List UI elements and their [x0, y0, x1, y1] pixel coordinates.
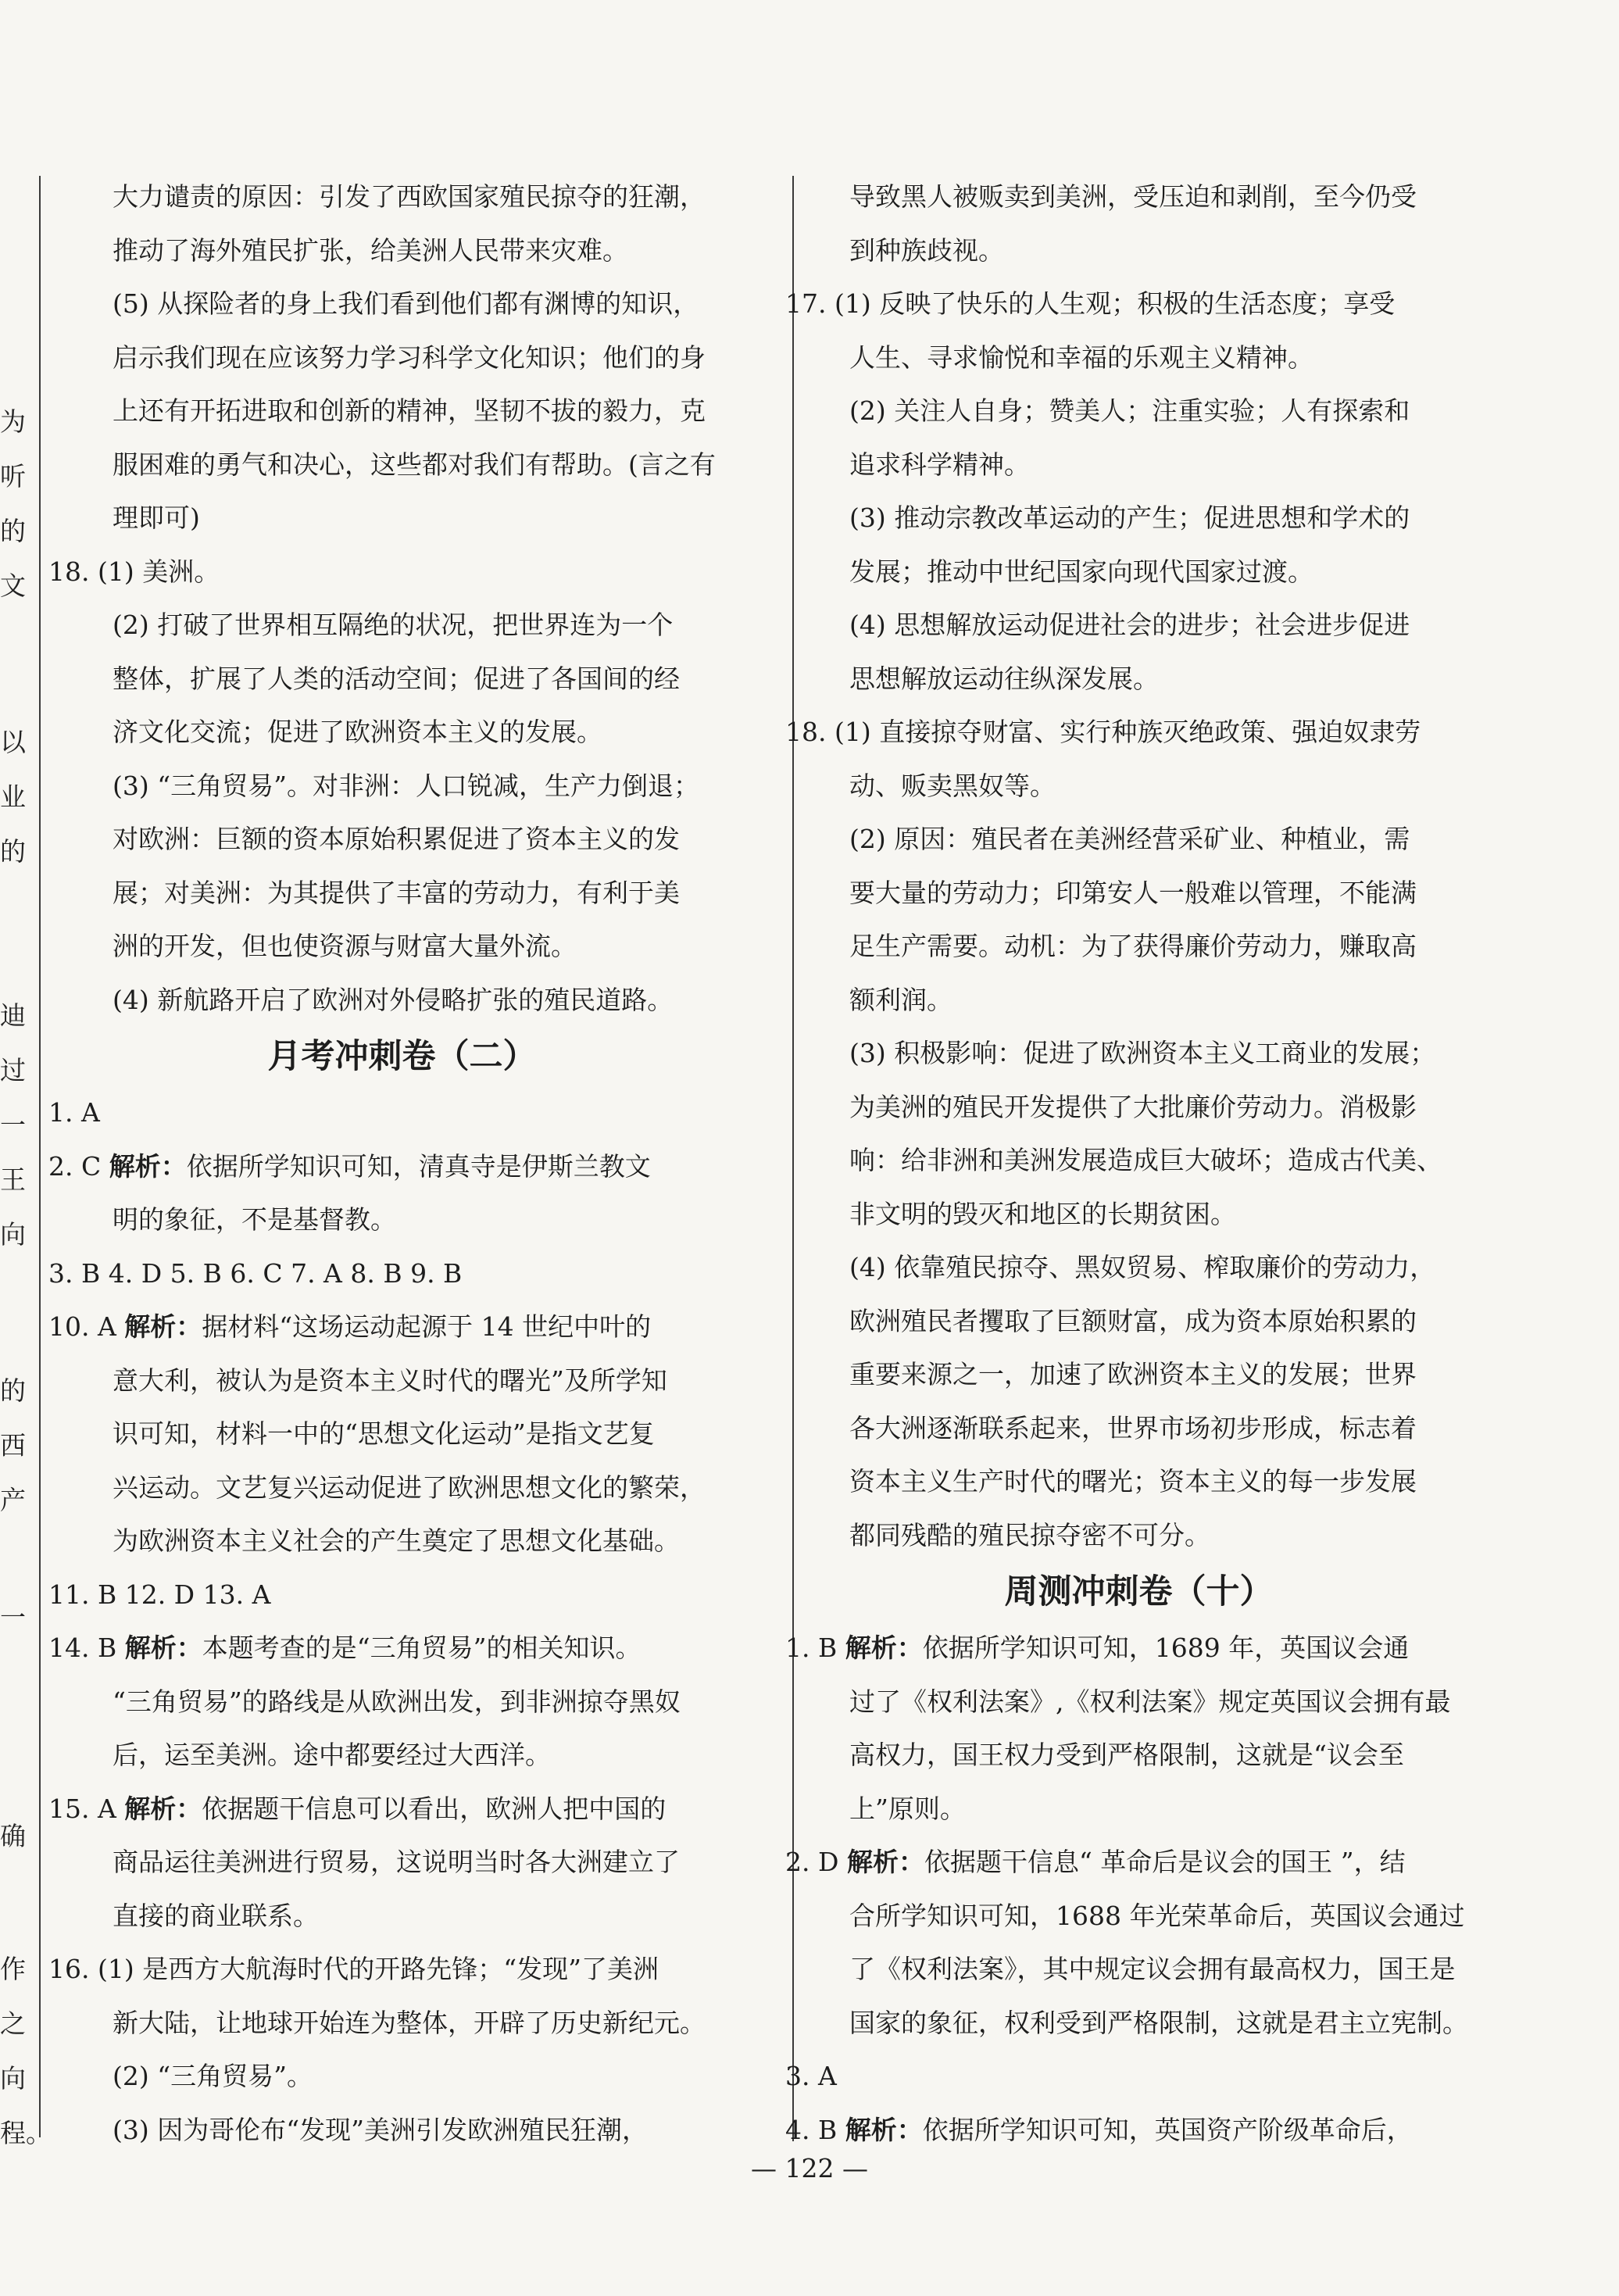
text-line: 为欧洲资本主义社会的产生奠定了思想文化基础。 [113, 1525, 680, 1556]
text-line: 发展；推动中世纪国家向现代国家过渡。 [849, 556, 1313, 587]
left-column [48, 170, 756, 2157]
text-line: (3) 推动宗教改革运动的产生；促进思想和学术的 [849, 502, 1410, 533]
text-line: 展；对美洲：为其提供了丰富的劳动力，有利于美 [113, 877, 680, 908]
text-line: 上”原则。 [849, 1793, 966, 1824]
text-line: 17. (1) 反映了快乐的人生观；积极的生活态度；享受 [785, 288, 1396, 319]
edge-fragment: 的 [0, 516, 26, 546]
edge-fragment: 为 [0, 406, 26, 437]
edge-fragment: 以 [0, 727, 26, 757]
text-line: 16. (1) 是西方大航海时代的开路先锋；“发现”了美洲 [48, 1954, 659, 1984]
text-line: 识可知，材料一中的“思想文化运动”是指文艺复 [113, 1418, 655, 1449]
text-line: (3) 因为哥伦布“发现”美洲引发欧洲殖民狂潮， [113, 2114, 648, 2145]
edge-fragment: 迪 [0, 1000, 26, 1031]
edge-fragment: 程。 [0, 2118, 52, 2148]
edge-fragment: 过 [0, 1055, 26, 1085]
edge-fragment: 之 [0, 2008, 26, 2039]
text-line: 3. B 4. D 5. B 6. C 7. A 8. B 9. B [48, 1257, 463, 1289]
text-line: 资本主义生产时代的曙光；资本主义的每一步发展 [849, 1466, 1417, 1497]
text-line: (4) 新航路开启了欧洲对外侵略扩张的殖民道路。 [113, 984, 674, 1015]
text-line: 追求科学精神。 [849, 449, 1030, 480]
text-line: 足生产需要。动机：为了获得廉价劳动力，赚取高 [849, 931, 1417, 961]
text-line: 济文化交流；促进了欧洲资本主义的发展。 [113, 717, 602, 747]
edge-fragment: 业 [0, 781, 26, 812]
text-line: 整体，扩展了人类的活动空间；促进了各国间的经 [113, 663, 680, 694]
text-line: 思想解放运动往纵深发展。 [849, 663, 1159, 694]
edge-fragment: 一 [0, 1602, 26, 1633]
text-line: 兴运动。文艺复兴运动促进了欧洲思想文化的繁荣， [113, 1472, 706, 1503]
text-line: 洲的开发，但也使资源与财富大量外流。 [113, 931, 577, 961]
edge-fragment: 向 [0, 2063, 26, 2094]
analysis-label: 解析： [109, 1150, 187, 1182]
edge-fragment: 确 [0, 1821, 26, 1851]
text-line: 服困难的勇气和决心，这些都对我们有帮助。(言之有 [113, 449, 716, 480]
text-line: 18. (1) 直接掠夺财富、实行种族灭绝政策、强迫奴隶劳 [785, 717, 1421, 747]
text-line: 4. B 解析：依据所学知识可知，英国资产阶级革命后， [785, 2114, 1413, 2145]
text-line: 18. (1) 美洲。 [48, 556, 220, 587]
text-line: 都同残酷的殖民掠夺密不可分。 [849, 1519, 1210, 1550]
analysis-label: 解析： [846, 1847, 924, 1877]
text-line: 到种族歧视。 [849, 234, 1004, 266]
text-line: (5) 从探险者的身上我们看到他们都有渊博的知识， [113, 288, 699, 319]
text-line: 重要来源之一，加速了欧洲资本主义的发展；世界 [849, 1359, 1417, 1389]
gutter-rule [39, 176, 41, 2137]
edge-fragment: 的 [0, 1375, 26, 1406]
edge-fragment: 听 [0, 461, 26, 492]
text-line: 理即可) [113, 502, 200, 533]
text-line: (3) 积极影响：促进了欧洲资本主义工商业的发展； [849, 1038, 1436, 1068]
text-line: (2) 关注人自身；赞美人；注重实验；人有探索和 [849, 395, 1410, 426]
text-line: (4) 思想解放运动促进社会的进步；社会进步促进 [849, 610, 1410, 640]
analysis-label: 解析： [845, 2114, 923, 2145]
edge-fragment: 王 [0, 1164, 26, 1195]
text-line: 额利润。 [849, 984, 952, 1015]
page-number: — 122 — [751, 2153, 868, 2183]
text-line: 后，运至美洲。途中都要经过大西洋。 [113, 1740, 551, 1770]
text-line: 10. A 解析：据材料“这场运动起源于 14 世纪中叶的 [48, 1311, 652, 1342]
text-line: (3) “三角贸易”。对非洲：人口锐减，生产力倒退； [113, 770, 699, 801]
edge-fragment: 产 [0, 1485, 26, 1515]
edge-fragment: 文 [0, 570, 26, 601]
text-line: 了《权利法案》，其中规定议会拥有最高权力，国王是 [849, 1954, 1456, 1984]
text-line: 国家的象征，权利受到严格限制，这就是君主立宪制。 [849, 2007, 1468, 2038]
text-line: 1. A [48, 1097, 100, 1128]
text-line: 要大量的劳动力；印第安人一般难以管理，不能满 [849, 877, 1417, 908]
section-heading: 月考冲刺卷（二） [267, 1037, 537, 1076]
text-line: 上还有开拓进取和创新的精神，坚韧不拔的毅力，克 [113, 395, 706, 426]
text-line: 直接的商业联系。 [113, 1900, 319, 1931]
text-line: 欧洲殖民者攫取了巨额财富，成为资本原始积累的 [849, 1305, 1417, 1336]
text-line: (2) 原因：殖民者在美洲经营采矿业、种植业，需 [849, 824, 1410, 854]
text-line: 大力谴责的原因：引发了西欧国家殖民掠夺的狂潮， [113, 181, 706, 212]
analysis-label: 解析： [845, 1633, 923, 1663]
text-line: 各大洲逐渐联系起来，世界市场初步形成，标志着 [849, 1412, 1417, 1443]
text-line: 人生、寻求愉悦和幸福的乐观主义精神。 [849, 342, 1313, 373]
analysis-label: 解析： [124, 1311, 202, 1342]
text-line: 商品运往美洲进行贸易，这说明当时各大洲建立了 [113, 1847, 680, 1877]
text-line: 1. B 解析：依据所学知识可知，1689 年，英国议会通 [785, 1633, 1410, 1663]
analysis-label: 解析： [124, 1633, 202, 1663]
text-line: 过了《权利法案》,《权利法案》规定英国议会拥有最 [849, 1686, 1451, 1717]
text-line: 明的象征，不是基督教。 [113, 1204, 396, 1235]
edge-fragment: 一 [0, 1110, 26, 1140]
text-line: 2. C 解析：依据所学知识可知，清真寺是伊斯兰教文 [48, 1150, 651, 1182]
text-line: 11. B 12. D 13. A [48, 1579, 271, 1610]
text-line: 启示我们现在应该努力学习科学文化知识；他们的身 [113, 342, 706, 373]
edge-fragment: 作 [0, 1954, 26, 1984]
text-line: “三角贸易”的路线是从欧洲出发，到非洲掠夺黑奴 [113, 1686, 681, 1717]
edge-fragment: 的 [0, 836, 26, 867]
edge-fragment: 向 [0, 1219, 26, 1250]
text-line: 14. B 解析：本题考查的是“三角贸易”的相关知识。 [48, 1633, 642, 1663]
edge-fragment: 西 [0, 1430, 26, 1461]
text-line: 为美洲的殖民开发提供了大批廉价劳动力。消极影 [849, 1091, 1417, 1122]
text-line: 15. A 解析：依据题干信息可以看出，欧洲人把中国的 [48, 1793, 667, 1824]
text-line: 对欧洲：巨额的资本原始积累促进了资本主义的发 [113, 824, 680, 854]
text-line: 新大陆，让地球开始连为整体，开辟了历史新纪元。 [113, 2007, 706, 2038]
analysis-label: 解析： [124, 1793, 202, 1824]
text-line: 导致黑人被贩卖到美洲，受压迫和剥削，至今仍受 [849, 181, 1417, 212]
text-line: (2) 打破了世界相互隔绝的状况，把世界连为一个 [113, 610, 674, 640]
text-line: 意大利，被认为是资本主义时代的曙光”及所学知 [113, 1364, 667, 1396]
text-line: 非文明的毁灭和地区的长期贫困。 [849, 1198, 1236, 1229]
text-line: 高权力，国王权力受到严格限制，这就是“议会至 [849, 1740, 1404, 1770]
text-line: 响：给非洲和美洲发展造成巨大破坏；造成古代美、 [849, 1145, 1442, 1175]
text-line: 动、贩卖黑奴等。 [849, 770, 1056, 801]
text-line: 3. A [785, 2061, 837, 2091]
text-line: (2) “三角贸易”。 [113, 2061, 313, 2091]
text-line: (4) 依靠殖民掠夺、黑奴贸易、榨取廉价的劳动力， [849, 1252, 1436, 1282]
text-line: 2. D 解析：依据题干信息“ 革命后是议会的国王 ”，结 [785, 1847, 1406, 1877]
text-line: 合所学知识可知，1688 年光荣革命后，英国议会通过 [849, 1900, 1465, 1931]
text-line: 推动了海外殖民扩张，给美洲人民带来灾难。 [113, 234, 628, 266]
section-heading: 周测冲刺卷（十） [1004, 1572, 1274, 1611]
right-column [785, 170, 1492, 2157]
